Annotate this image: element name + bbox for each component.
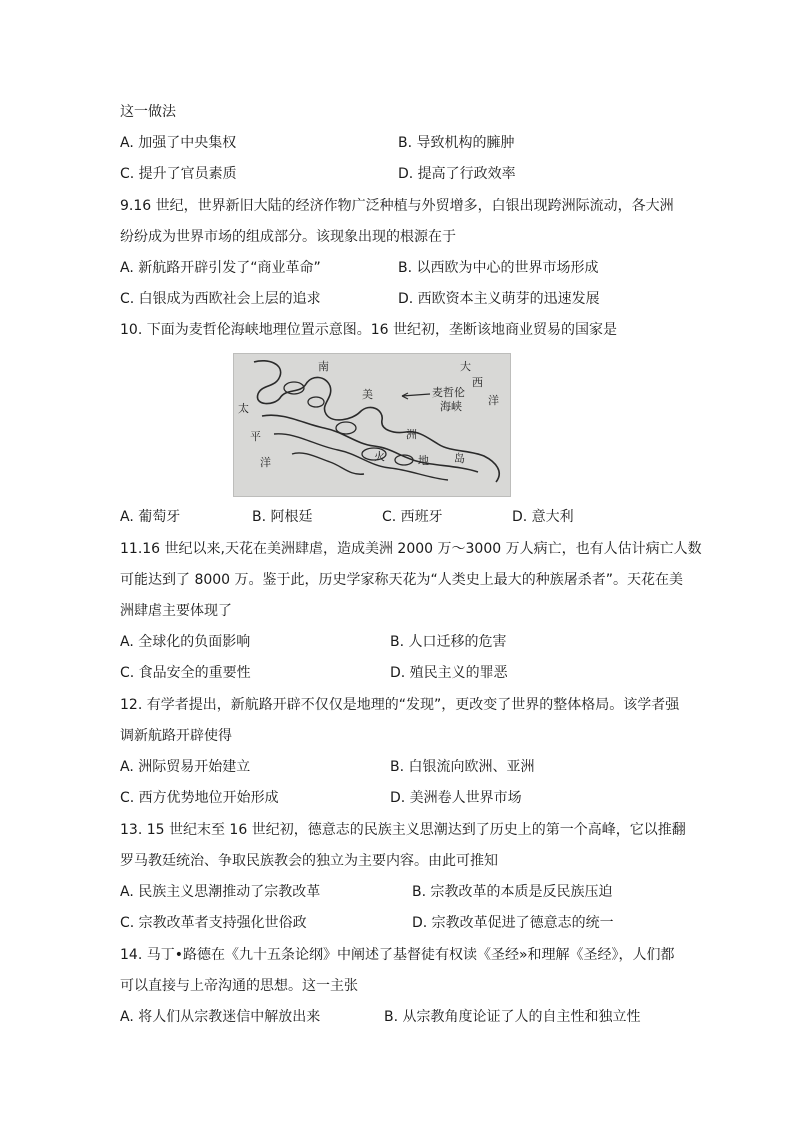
question-13-option-a: A. 民族主义思潮推动了宗教改革 — [120, 884, 321, 900]
question-13-stem-line2: 罗马教廷统治、争取民族教会的独立为主要内容。由此可推知 — [120, 853, 498, 869]
question-8-option-d: D. 提高了行政效率 — [398, 166, 516, 182]
map-label-nan: 南 — [318, 360, 329, 373]
question-13-option-b: B. 宗教改革的本质是反民族压迫 — [412, 884, 613, 900]
map-label-dao: 岛 — [454, 452, 465, 465]
question-13-option-c: C. 宗教改革者支持强化世俗政 — [120, 915, 307, 931]
question-11-stem-line3: 洲肆虐主要体现了 — [120, 603, 232, 619]
question-8-option-b: B. 导致机构的臃肿 — [398, 135, 515, 151]
question-11-option-c: C. 食品安全的重要性 — [120, 665, 251, 681]
question-14-stem-line2: 可以直接与上帝沟通的思想。这一主张 — [120, 978, 358, 994]
map-label-huo: 火 — [374, 450, 385, 463]
question-12-option-c: C. 西方优势地位开始形成 — [120, 790, 279, 806]
map-label-yang-west: 洋 — [260, 456, 271, 469]
map-label-mei: 美 — [362, 388, 373, 401]
question-11-option-a: A. 全球化的负面影响 — [120, 634, 251, 650]
map-label-tai: 太 — [238, 402, 249, 415]
question-14-option-b: B. 从宗教角度论证了人的自主性和独立性 — [384, 1009, 641, 1025]
map-label-ping: 平 — [250, 430, 261, 443]
question-9-option-d: D. 西欧资本主义萌芽的迅速发展 — [398, 291, 600, 307]
question-8-option-c: C. 提升了官员素质 — [120, 166, 237, 182]
question-10-option-c: C. 西班牙 — [382, 509, 443, 525]
question-11-stem-line1: 11.16 世纪以来,天花在美洲肆虐，造成美洲 2000 万～3000 万人病亡，也有人估计病亡人数 — [120, 541, 702, 557]
question-10-stem: 10. 下面为麦哲伦海峡地理位置示意图。16 世纪初，垄断该地商业贸易的国家是 — [120, 322, 617, 338]
question-9-stem-line1: 9.16 世纪，世界新旧大陆的经济作物广泛种植与外贸增多，白银出现跨洲际流动，各大洲 — [120, 198, 674, 214]
map-label-xi: 西 — [472, 376, 483, 389]
question-9-stem-line2: 纷纷成为世界市场的组成部分。该现象出现的根源在于 — [120, 229, 456, 245]
question-9-option-a: A. 新航路开辟引发了“商业革命” — [120, 260, 321, 276]
map-label-zhou: 洲 — [406, 428, 417, 441]
map-label-yang-east: 洋 — [488, 394, 499, 407]
question-9-option-c: C. 白银成为西欧社会上层的追求 — [120, 291, 321, 307]
map-label-strait-name: 麦哲伦 — [432, 386, 465, 399]
question-13-stem-line1: 13. 15 世纪末至 16 世纪初，德意志的民族主义思潮达到了历史上的第一个高峰，它以推翻 — [120, 822, 686, 838]
question-14-option-a: A. 将人们从宗教迷信中解放出来 — [120, 1009, 321, 1025]
question-9-option-b: B. 以西欧为中心的世界市场形成 — [398, 260, 599, 276]
map-label-di: 地 — [418, 454, 429, 467]
question-12-stem-line1: 12. 有学者提出，新航路开辟不仅仅是地理的“发现”，更改变了世界的整体格局。该学者强 — [120, 697, 680, 713]
question-11-stem-line2: 可能达到了 8000 万。鉴于此，历史学家称天花为“人类史上最大的种族屠杀者”。天花在美 — [120, 572, 684, 588]
question-11-option-d: D. 殖民主义的罪恶 — [390, 665, 508, 681]
question-8-option-a: A. 加强了中央集权 — [120, 135, 237, 151]
question-10-option-a: A. 葡萄牙 — [120, 509, 181, 525]
question-13-option-d: D. 宗教改革促进了德意志的统一 — [412, 915, 614, 931]
map-label-da: 大 — [460, 360, 471, 373]
question-8-stem-tail: 这一做法 — [120, 104, 176, 120]
question-12-option-a: A. 洲际贸易开始建立 — [120, 759, 251, 775]
question-10-option-d: D. 意大利 — [512, 509, 574, 525]
question-14-stem-line1: 14. 马丁•路德在《九十五条论纲》中阐述了基督徒有权读《圣经»和理解《圣经》，人们都 — [120, 947, 675, 963]
question-12-stem-line2: 调新航路开辟使得 — [120, 728, 232, 744]
question-10-option-b: B. 阿根廷 — [252, 509, 313, 525]
question-12-option-b: B. 白银流向欧洲、亚洲 — [390, 759, 535, 775]
map-label-strait: 海峡 — [440, 400, 462, 413]
question-12-option-d: D. 美洲卷人世界市场 — [390, 790, 522, 806]
magellan-strait-map — [233, 353, 511, 497]
question-11-option-b: B. 人口迁移的危害 — [390, 634, 507, 650]
